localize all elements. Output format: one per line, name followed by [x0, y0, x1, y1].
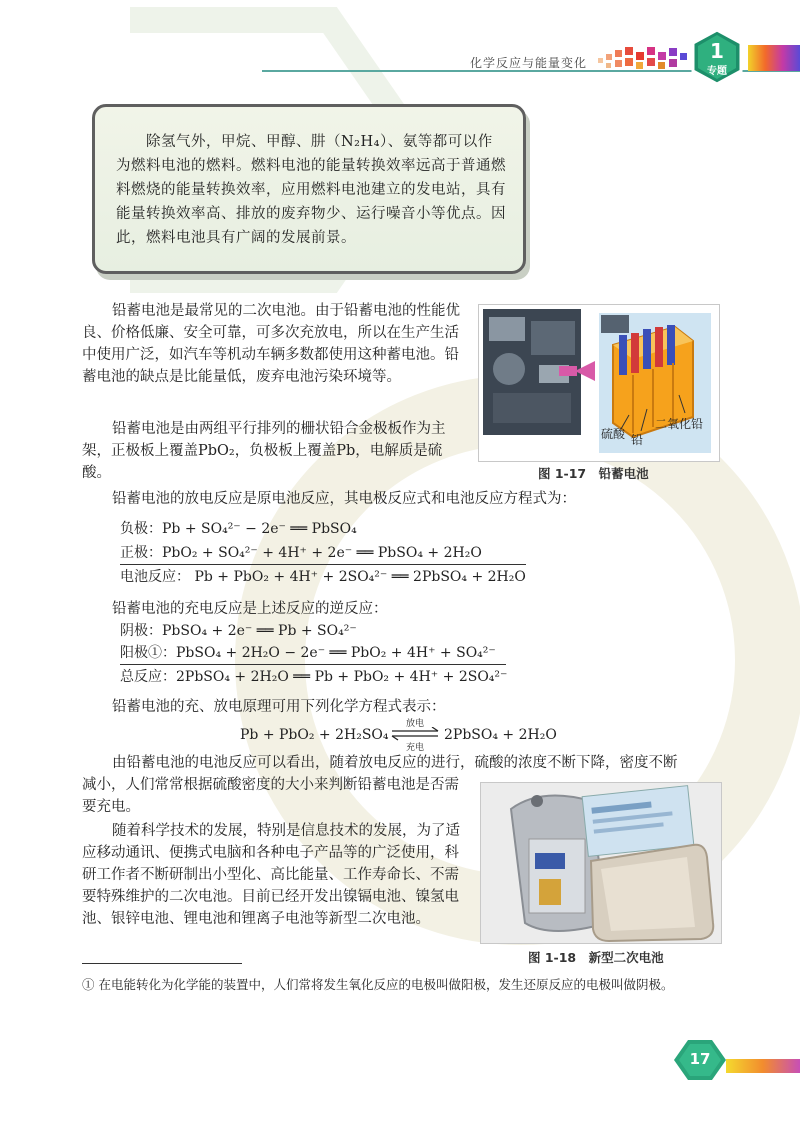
- equation-discharge-negative: 负极：Pb + SO₄²⁻ − 2e⁻ ══ PbSO₄: [120, 521, 357, 537]
- paragraph-density-line2: 减小，人们常常根据硫酸密度的大小来判断铅蓄电池是否需要充电。: [82, 777, 459, 815]
- lead-acid-battery-illustration: [479, 305, 719, 461]
- footer-color-strip: [726, 1059, 800, 1073]
- equation-charge-total: 总反应：2PbSO₄ + 2H₂O ══ Pb + PbO₂ + 4H⁺ + 2SO₄²⁻: [120, 669, 508, 685]
- figure-caption-1-18: 图 1-18 新型二次电池: [528, 950, 664, 965]
- figure-new-secondary-batteries: [480, 782, 722, 944]
- label-sulfuric-acid: 硫酸: [601, 427, 626, 441]
- equation-charge-anode: 阳极①：PbSO₄ + 2H₂O − 2e⁻ ══ PbO₂ + 4H⁺ + SO₄²⁻: [120, 645, 496, 661]
- page-number: 17: [689, 1050, 711, 1068]
- badge-number: 1: [710, 39, 724, 63]
- badge-label: 专题: [707, 66, 727, 77]
- figure-lead-acid-battery: [478, 304, 720, 462]
- equation-sum-rule: [120, 564, 526, 565]
- equation-discharge-positive: 正极：PbO₂ + SO₄²⁻ + 4H⁺ + 2e⁻ ══ PbSO₄ + 2H₂O: [120, 545, 482, 561]
- header-color-strip: [748, 45, 800, 71]
- paragraph-lead-acid-structure: 铅蓄电池是由两组平行排列的栅状铅合金极板作为主架，正极板上覆盖PbO₂，负极板上覆盖Pb，电解质是硫酸。: [82, 421, 446, 481]
- paragraph-lead-acid-intro: 铅蓄电池是最常见的二次电池。由于铅蓄电池的性能优良、价格低廉、安全可靠，可多次充放电，所以在生产生活中使用广泛，如汽车等机动车辆多数都使用这种蓄电池。铅蓄电池的缺点是比能量低，废弃电池污染环境等。: [82, 303, 460, 385]
- label-lead-dioxide: 二氧化铅: [655, 417, 704, 431]
- paragraph-density-line1: 由铅蓄电池的电池反应可以看出，随着放电反应的进行，硫酸的浓度不断下降，密度不断: [112, 755, 678, 771]
- equation-sum-rule-2: [120, 664, 506, 665]
- equation-charge-cathode: 阴极：PbSO₄ + 2e⁻ ══ Pb + SO₄²⁻: [120, 623, 357, 639]
- equation-reversible-right: 2PbSO₄ + 2H₂O: [444, 727, 557, 743]
- header-dots-decoration: [596, 44, 688, 72]
- paragraph-charge-intro: 铅蓄电池的充电反应是上述反应的逆反应：: [112, 601, 388, 617]
- equation-discharge-total: 电池反应： Pb + PbO₂ + 4H⁺ + 2SO₄²⁻ ══ 2PbSO₄ + 2H₂O: [120, 569, 526, 585]
- equation-reversible-left: Pb + PbO₂ + 2H₂SO₄: [240, 727, 389, 743]
- paragraph-new-batteries: 随着科学技术的发展，特别是信息技术的发展，为了适应移动通讯、便携式电脑和各种电子产品等的广泛使用，科研工作者不断研制出小型化、高比能量、工作寿命长、不需要特殊维护的二次电池。目前已经开发出镍镉电池、镍氢电池、银锌电池、锂电池和锂离子电池等新型二次电池。: [82, 823, 460, 927]
- arrow-label-discharge: 放电: [405, 719, 424, 729]
- figure-caption-1-17: 图 1-17 铅蓄电池: [538, 466, 649, 481]
- label-lead: 铅: [631, 433, 644, 447]
- note-text: 除氢气外，甲烷、甲醇、肼（N₂H₄）、氨等都可以作为燃料电池的燃料。燃料电池的能量转换效率远高于普通燃料燃烧的能量转换效率，应用燃料电池建立的发电站，具有能量转换效率高、排放的废弃物少、运行噪音小等优点。因此，燃料电池具有广阔的发展前景。: [116, 134, 506, 246]
- reversible-arrow-icon: [390, 727, 440, 741]
- footnote-rule: [82, 963, 242, 964]
- topic-badge-icon: [690, 28, 744, 86]
- section-title: 化学反应与能量变化: [470, 56, 588, 70]
- footnote-text: ① 在电能转化为化学能的装置中，人们常将发生氧化反应的电极叫做阳极，发生还原反应的电极叫做阴极。: [82, 977, 674, 992]
- paragraph-discharge-intro: 铅蓄电池的放电反应是原电池反应，其电极反应式和电池反应方程式为：: [112, 491, 576, 507]
- phone-battery-illustration: [481, 783, 721, 943]
- arrow-label-charge: 充电: [405, 743, 424, 753]
- paragraph-reversible-intro: 铅蓄电池的充、放电原理可用下列化学方程式表示：: [112, 699, 446, 715]
